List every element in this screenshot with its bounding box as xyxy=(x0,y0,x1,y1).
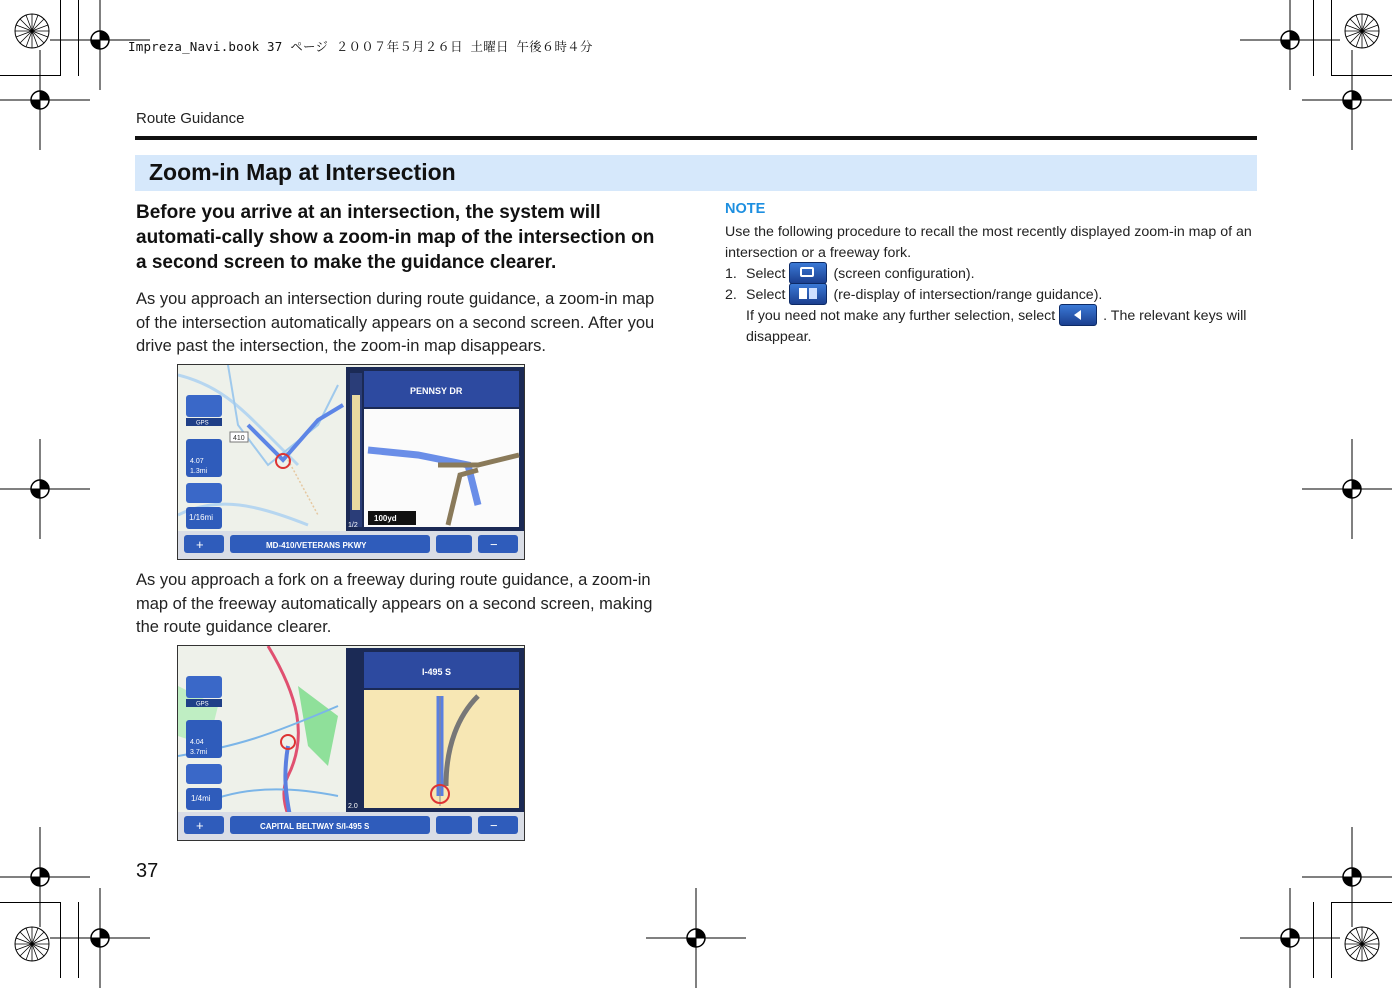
svg-text:−: − xyxy=(490,818,498,833)
redisplay-key-icon xyxy=(789,283,827,305)
note-heading: NOTE xyxy=(725,201,766,217)
lead-paragraph: Before you arrive at an intersection, the system will automati-cally show a zoom-in map of the intersection on a second screen to make the guidance clearer. xyxy=(136,202,655,273)
svg-text:+: + xyxy=(196,537,204,552)
gps-label: GPS xyxy=(196,420,209,427)
header-rule xyxy=(135,136,1257,140)
step-number: 2. xyxy=(725,286,737,303)
road-name-label: CAPITAL BELTWAY S/I-495 S xyxy=(260,822,370,831)
road-name-label: MD-410/VETERANS PKWY xyxy=(266,541,367,550)
screenshot-intersection-zoom xyxy=(177,364,525,560)
registration-mark-icon xyxy=(646,888,746,988)
step-number: 1. xyxy=(725,265,737,282)
back-key-icon xyxy=(1059,304,1097,326)
svg-text:−: − xyxy=(490,537,498,552)
note-step-2 xyxy=(725,284,1102,306)
registration-mark-icon xyxy=(0,50,90,150)
step-description: (screen configuration). xyxy=(833,265,975,282)
bar-label: 1/2 xyxy=(348,522,358,529)
distance-b-label: 3.7mi xyxy=(190,749,208,756)
registration-mark-icon xyxy=(50,888,150,988)
registration-mark-icon xyxy=(1302,439,1392,539)
scale-label: 1/4mi xyxy=(191,794,211,803)
page-number: 37 xyxy=(136,860,159,882)
registration-mark-icon xyxy=(1302,50,1392,150)
distance-a-label: 4.04 xyxy=(190,739,204,746)
zoom-street-label: PENNSY DR xyxy=(410,386,463,396)
registration-mark-icon xyxy=(0,439,90,539)
step-cont-text-end: . The relevant keys will disappear. xyxy=(746,307,1247,345)
distance-b-label: 1.3mi xyxy=(190,468,208,475)
scale-label: 1/16mi xyxy=(189,513,214,522)
paragraph-intersection: As you approach an intersection during route guidance, a zoom-in map of the intersection automatically appears on a second screen. After you drive past the intersection, the zoom-in map disappears. xyxy=(136,290,655,355)
distance-label: 100yd xyxy=(374,514,397,523)
section-title: Zoom-in Map at Intersection xyxy=(149,159,456,185)
bar-label: 2.0 xyxy=(348,803,358,810)
distance-a-label: 4.07 xyxy=(190,458,204,465)
file-info: Impreza_Navi.book 37 ページ ２００７年５月２６日 土曜日 午後６時４分 xyxy=(128,39,593,54)
gps-label: GPS xyxy=(196,701,209,708)
screen-config-key-icon xyxy=(789,262,827,284)
note-text: Use the following procedure to recall the most recently displayed zoom-in map of an intersection or a freeway fork. xyxy=(725,224,1252,261)
route-sign-label: 410 xyxy=(233,435,245,442)
screenshot-freeway-zoom xyxy=(177,645,525,841)
running-head: Route Guidance xyxy=(136,110,245,127)
step-select-label: Select xyxy=(746,265,786,282)
section-bar xyxy=(135,155,1257,191)
registration-mark-icon xyxy=(1240,888,1340,988)
note-step-1 xyxy=(725,263,975,285)
svg-text:+: + xyxy=(196,818,204,833)
paragraph-freeway: As you approach a fork on a freeway during route guidance, a zoom-in map of the freeway automatically appears on a second screen, making the route guidance clearer. xyxy=(136,571,653,636)
step-description: (re-display of intersection/range guidance). xyxy=(833,286,1103,303)
step-cont-text: If you need not make any further selection, select xyxy=(746,307,1056,324)
step-select-label: Select xyxy=(746,286,786,303)
zoom-street-label: I-495 S xyxy=(422,667,452,677)
note-step-2-continued xyxy=(746,305,1266,348)
